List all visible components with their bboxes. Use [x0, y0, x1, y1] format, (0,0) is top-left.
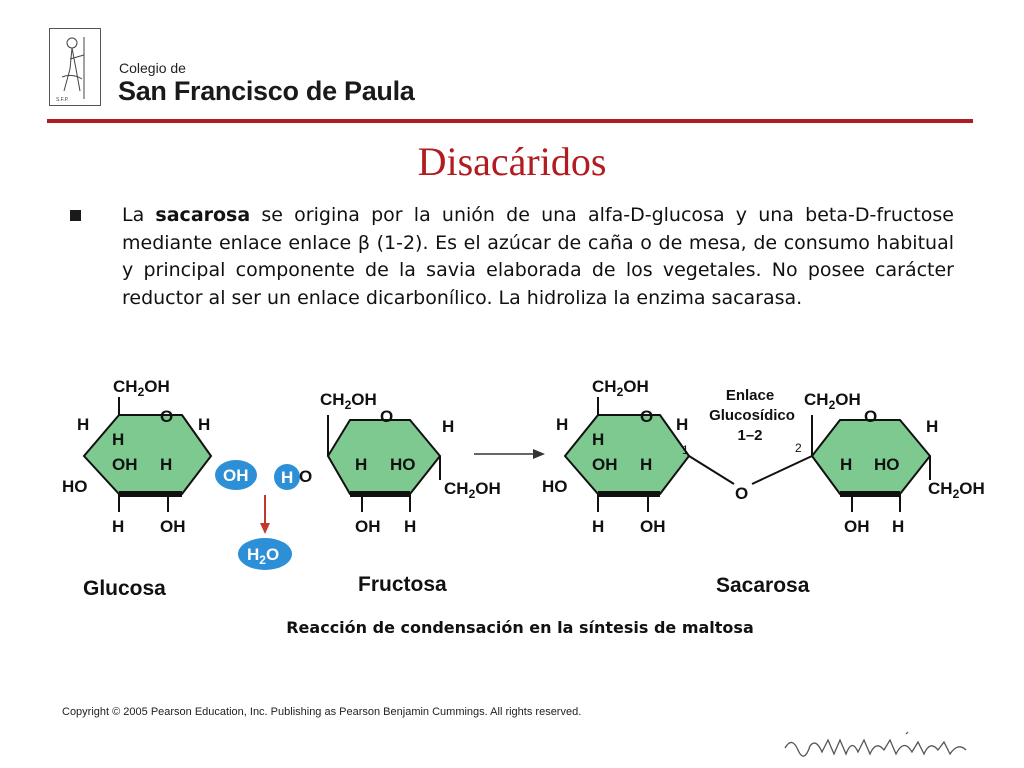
school-name-line2: San Francisco de Paula — [118, 76, 415, 106]
svg-text:H: H — [77, 415, 90, 434]
svg-text:H: H — [556, 415, 569, 434]
school-logo — [49, 28, 101, 106]
bond-label-line1: Enlace — [725, 387, 775, 404]
svg-text:OH: OH — [592, 455, 618, 474]
svg-text:HO: HO — [542, 477, 568, 496]
svg-text:H: H — [198, 415, 211, 434]
hydrogen-bubble — [274, 464, 312, 490]
school-name-line1: Colegio de — [119, 60, 186, 76]
svg-text:O: O — [640, 407, 654, 426]
svg-text:H: H — [640, 455, 653, 474]
svg-text:H: H — [840, 455, 853, 474]
svg-text:O: O — [864, 407, 878, 426]
svg-text:H2O: $H_2O$ — [247, 545, 280, 567]
svg-text:OH: OH — [355, 517, 381, 536]
header-divider — [47, 119, 973, 123]
svg-text:H: H — [892, 517, 905, 536]
signature-scribble — [780, 728, 980, 764]
sucrose-label: Sacarosa — [716, 574, 810, 597]
svg-text:H: H — [592, 517, 605, 536]
svg-text:O: O — [299, 467, 313, 486]
svg-text:CH2OH: $CH_2OH$ — [113, 377, 170, 399]
svg-text:O: O — [160, 407, 174, 426]
svg-text:HO: HO — [390, 455, 416, 474]
svg-text:CH2OH: $CH_2OH$ — [804, 390, 861, 412]
copyright-notice: Copyright © 2005 Pearson Education, Inc. Publishing as Pearson Benjamin Cummings. All rights reserved. — [62, 706, 582, 718]
svg-text:O: O — [735, 484, 749, 503]
svg-text:H: H — [442, 417, 455, 436]
sucrose-reaction-diagram — [0, 360, 1024, 610]
fructose-label: Fructosa — [358, 573, 447, 596]
svg-text:S.F.P.: S.F.P. — [56, 97, 69, 103]
svg-text:O: O — [380, 407, 394, 426]
svg-text:OH: OH — [112, 455, 138, 474]
svg-text:H: H — [355, 455, 368, 474]
hydroxyl-bubble — [215, 460, 257, 490]
svg-text:H: H — [592, 430, 605, 449]
svg-text:H: H — [112, 517, 125, 536]
paragraph-intro: La — [122, 204, 156, 226]
bullet-paragraph — [122, 202, 954, 312]
svg-text:OH: OH — [223, 466, 249, 485]
svg-text:CH2OH: $CH_2OH$ — [928, 479, 985, 501]
fructose-structure — [320, 390, 501, 536]
bond-label-line3: 1–2 — [737, 427, 763, 444]
bond-label-line2: Glucosídico — [709, 407, 795, 424]
svg-text:H: H — [281, 468, 294, 487]
sucrose-glucose-ring — [542, 377, 689, 536]
bullet-square — [70, 210, 81, 221]
svg-text:H: H — [926, 417, 939, 436]
slide-title: Disacáridos — [417, 139, 607, 184]
paragraph-body: se origina por la unión de una alfa-D-glucosa y una beta-D-fructose mediante enlace enlace β (1-2). Es el azúcar de caña o de mesa, de consumo habitual y principal componente de la savia elaborada de los vegetales. No posee carácter reductor al ser un enlace dicarbonílico. La hidroliza la enzima sacarasa. — [122, 204, 954, 309]
svg-text:H: H — [112, 430, 125, 449]
svg-text:1: 1 — [682, 443, 689, 457]
paragraph-keyword: sacarosa — [155, 204, 251, 226]
svg-text:H: H — [160, 455, 173, 474]
svg-text:CH2OH: $CH_2OH$ — [320, 390, 377, 412]
diagram-caption: Reacción de condensación en la síntesis de maltosa — [286, 618, 754, 637]
sucrose-fructose-ring — [804, 390, 985, 536]
svg-text:CH2OH: $CH_2OH$ — [444, 479, 501, 501]
svg-text:OH: OH — [640, 517, 666, 536]
water-bubble — [238, 538, 292, 570]
svg-text:H: H — [676, 415, 689, 434]
svg-text:HO: HO — [874, 455, 900, 474]
svg-text:HO: HO — [62, 477, 88, 496]
glucose-label: Glucosa — [83, 577, 166, 600]
svg-text:CH2OH: $CH_2OH$ — [592, 377, 649, 399]
svg-text:OH: OH — [844, 517, 870, 536]
svg-text:H: H — [404, 517, 417, 536]
svg-text:2: 2 — [795, 441, 802, 455]
svg-text:OH: OH — [160, 517, 186, 536]
glucose-structure — [62, 377, 211, 536]
